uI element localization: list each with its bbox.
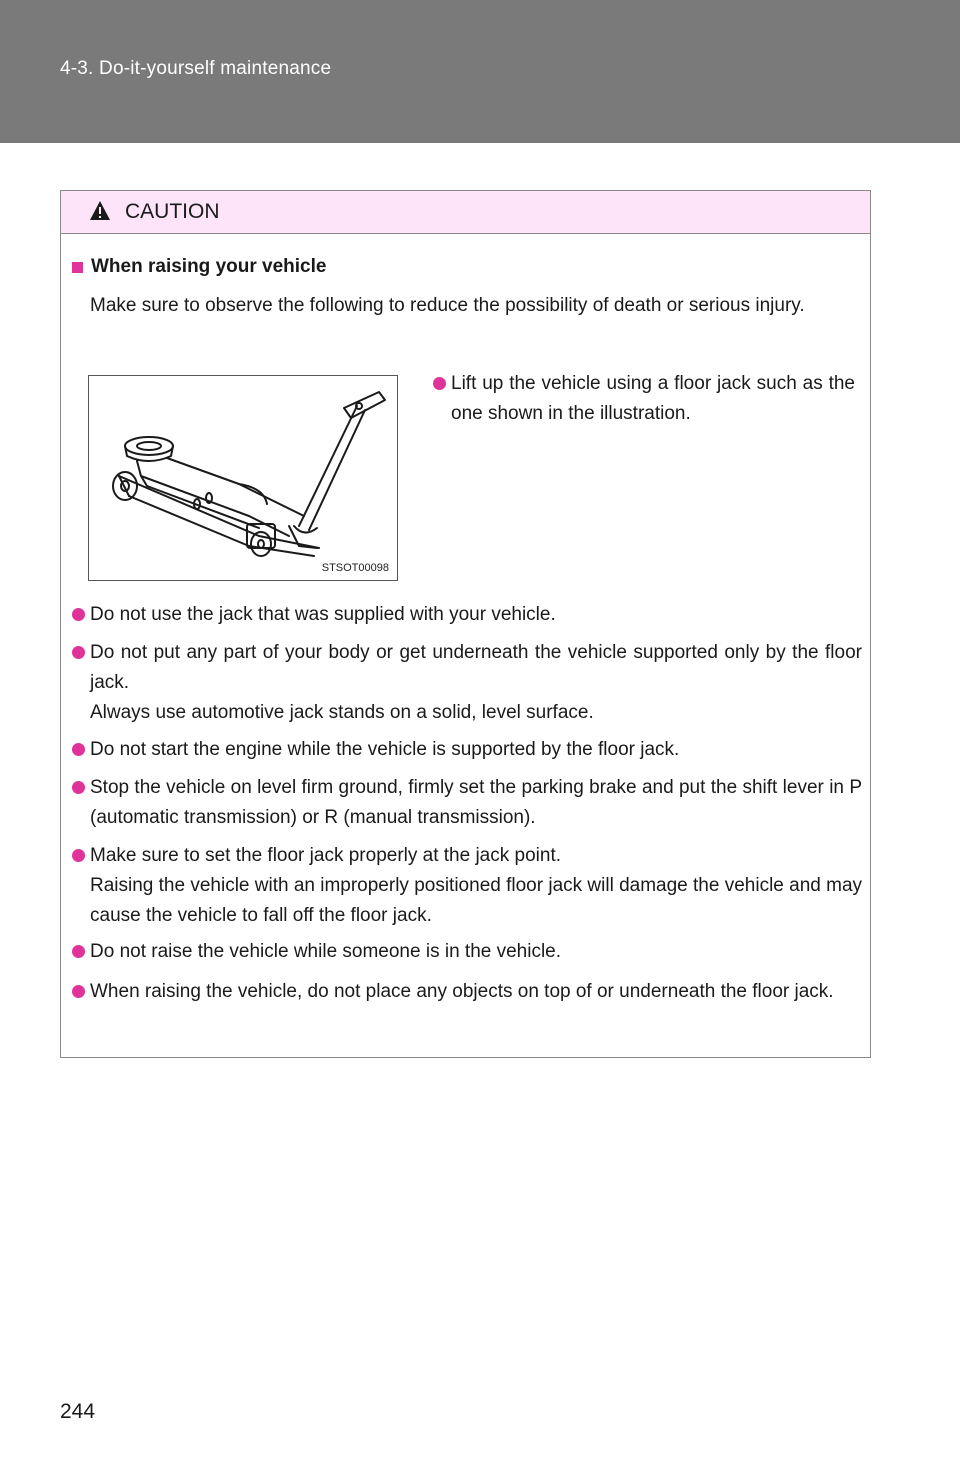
- square-bullet-icon: [72, 262, 83, 273]
- caution-header: [61, 191, 870, 234]
- round-bullet-icon: [72, 849, 85, 862]
- round-bullet-icon: [72, 646, 85, 659]
- list-item-text: Stop the vehicle on level firm ground, firmly set the parking brake and put the shift lever in P (automatic transmission) or R (manual transmission).: [90, 777, 862, 828]
- list-item: [72, 841, 862, 931]
- caution-heading-text: When raising your vehicle: [91, 256, 327, 277]
- round-bullet-icon: [72, 945, 85, 958]
- caution-intro: Make sure to observe the following to reduce the possibility of death or serious injury.: [90, 295, 805, 316]
- list-item-text: Do not raise the vehicle while someone is in the vehicle.: [90, 941, 562, 962]
- list-item: [72, 735, 862, 765]
- list-item-text: When raising the vehicle, do not place any objects on top of or underneath the floor jack.: [90, 981, 834, 1002]
- figure-bullet-text: Lift up the vehicle using a floor jack such as the one shown in the illustration.: [451, 373, 855, 424]
- list-item: [72, 977, 862, 1007]
- list-item: [72, 638, 862, 728]
- list-item-text: Do not start the engine while the vehicle is supported by the floor jack.: [90, 739, 680, 760]
- round-bullet-icon: [72, 743, 85, 756]
- list-item-text: Do not put any part of your body or get underneath the vehicle supported only by the floor jack.: [90, 642, 862, 693]
- caution-label: CAUTION: [125, 200, 220, 223]
- list-item: [72, 937, 862, 967]
- list-item-text: Always use automotive jack stands on a solid, level surface.: [90, 702, 594, 723]
- round-bullet-icon: [72, 781, 85, 794]
- figure-bullet: [433, 369, 855, 429]
- section-title: 4-3. Do-it-yourself maintenance: [60, 58, 332, 79]
- list-item-text: Raising the vehicle with an improperly positioned floor jack will damage the vehicle and may cause the vehicle to fall off the floor jack.: [90, 875, 863, 926]
- warning-triangle-icon: [89, 200, 111, 222]
- figure-code: STSOT00098: [321, 562, 389, 574]
- list-item: [72, 773, 862, 833]
- round-bullet-icon: [72, 985, 85, 998]
- page-number: 244: [60, 1400, 96, 1423]
- list-item-text: Do not use the jack that was supplied with your vehicle.: [90, 604, 556, 625]
- round-bullet-icon: [72, 608, 85, 621]
- caution-heading: [72, 256, 326, 278]
- caution-box: [60, 190, 871, 1058]
- list-item-text: Make sure to set the floor jack properly at the jack point.: [90, 845, 562, 866]
- list-item: [72, 600, 862, 630]
- round-bullet-icon: [433, 377, 446, 390]
- floor-jack-illustration: [88, 375, 398, 581]
- floor-jack-icon: [89, 376, 397, 580]
